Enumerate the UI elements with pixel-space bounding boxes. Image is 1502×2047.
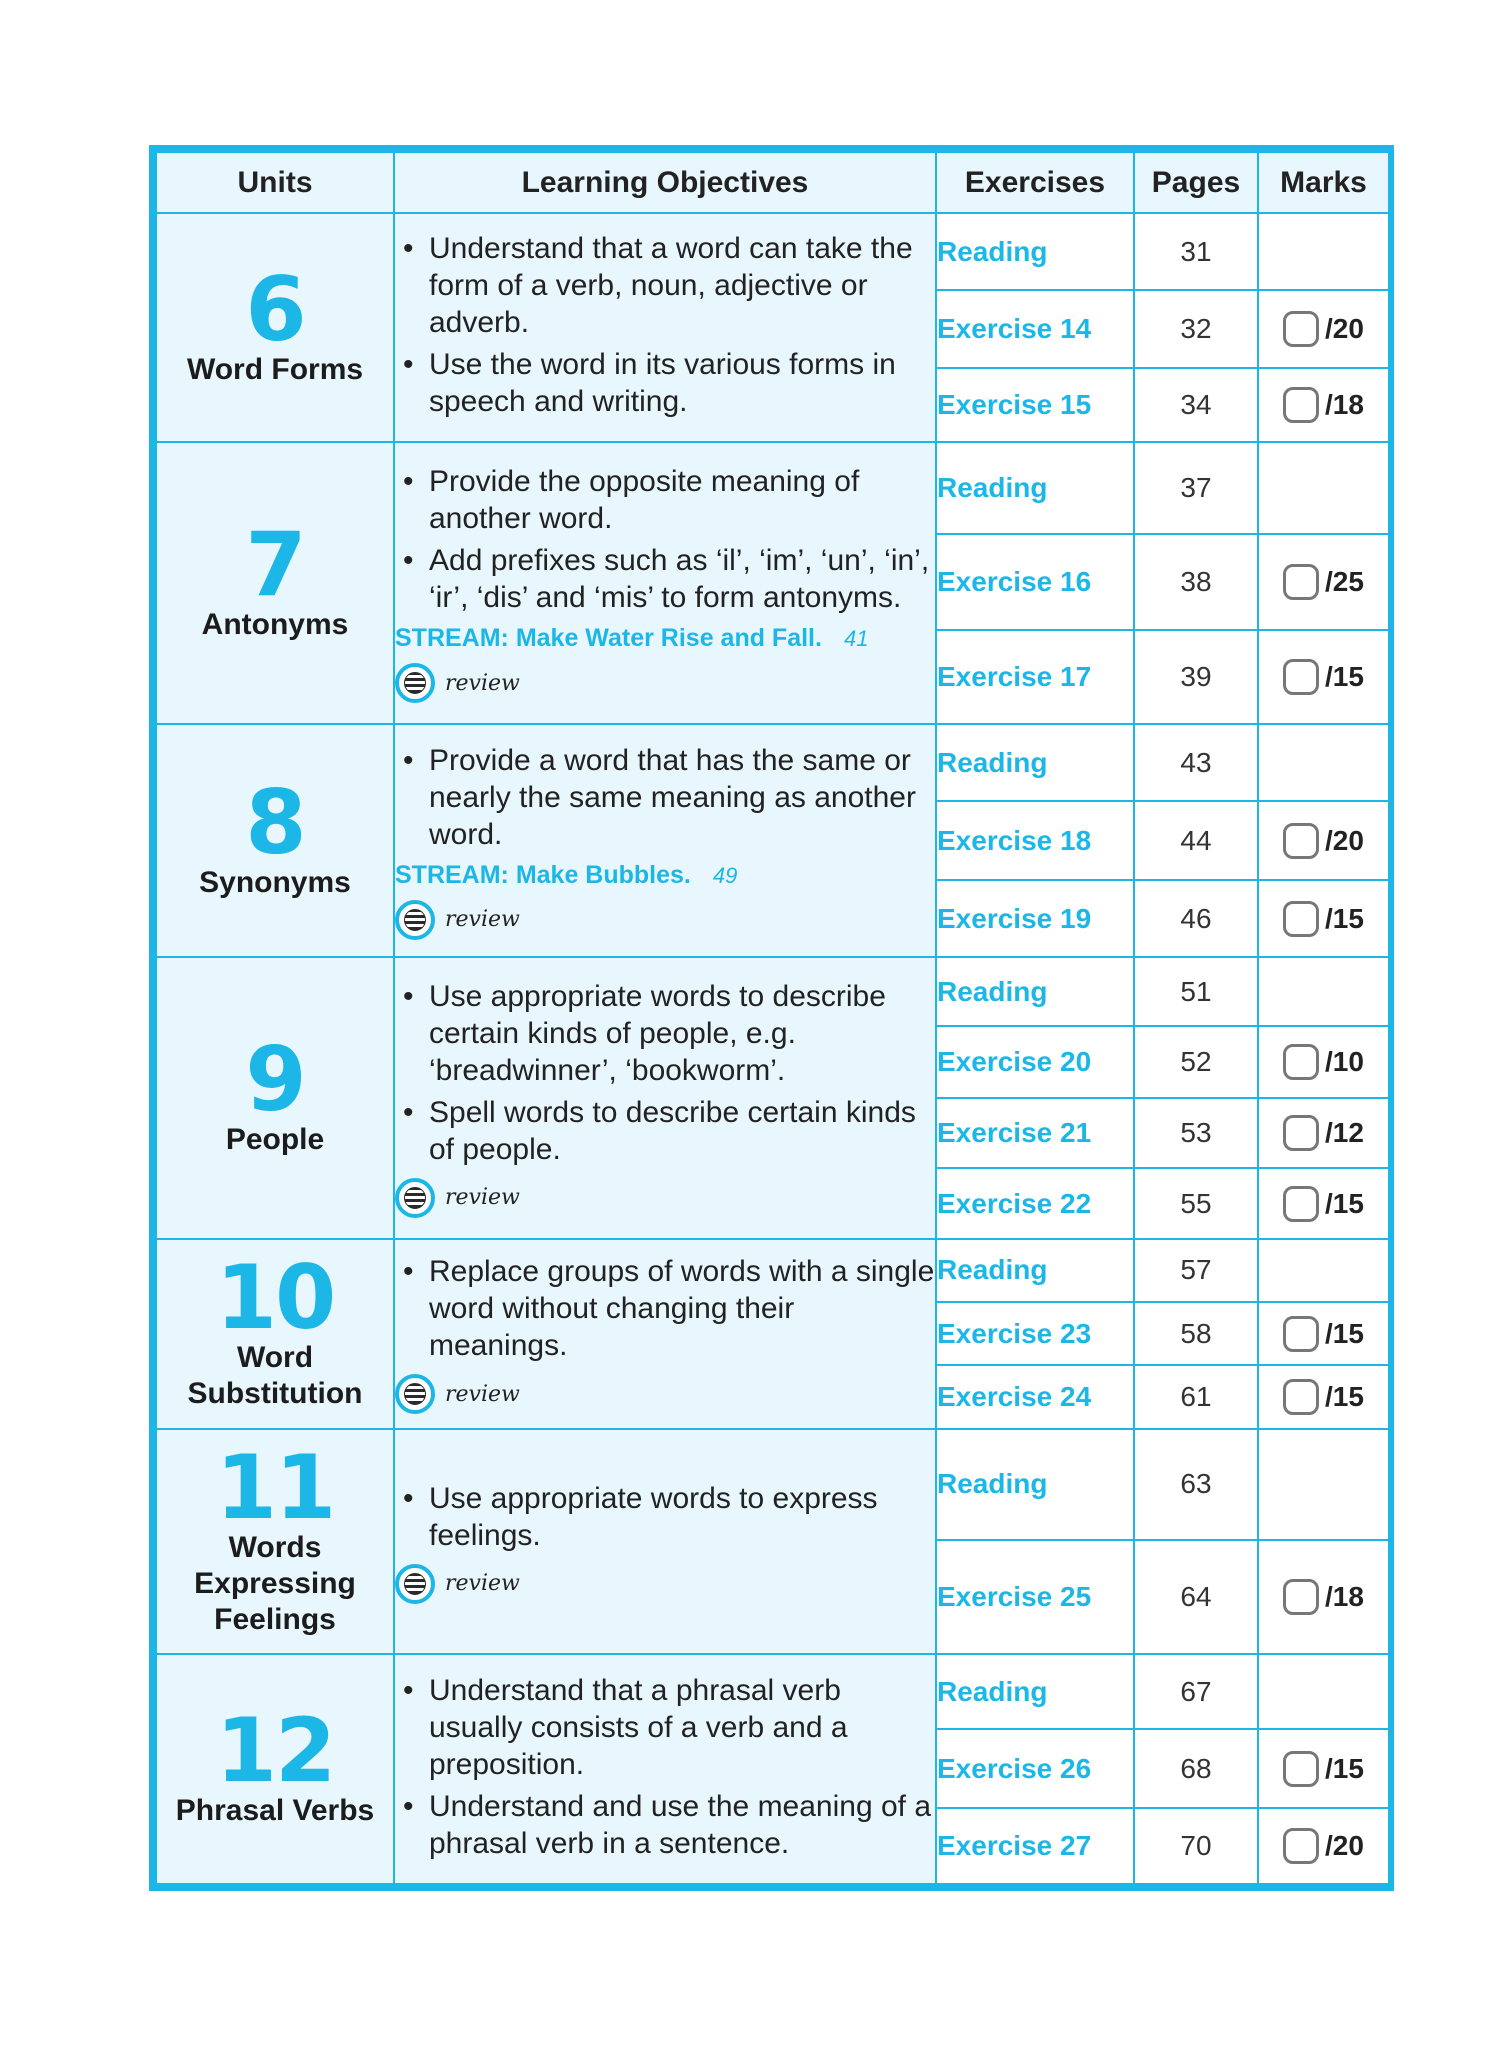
page-number: 63 (1134, 1429, 1258, 1540)
marks-total: /20 (1325, 313, 1364, 345)
unit-row (156, 442, 1389, 533)
unit-cell (156, 442, 394, 724)
objective-item: • Add prefixes such as ‘il’, ‘im’, ‘un’, ‘in’, ‘ir’, ‘dis’ and ‘mis’ to form antonyms. (395, 542, 935, 616)
marks-total: /25 (1325, 566, 1364, 597)
header-exercises: Exercises (936, 152, 1134, 213)
review-book-icon (395, 1178, 435, 1218)
marks-cell (1258, 801, 1389, 881)
review-link[interactable] (395, 1374, 935, 1414)
objectives-list (395, 742, 935, 853)
exercise-link[interactable]: Exercise 17 (936, 630, 1134, 724)
unit-number: 10 (215, 1245, 335, 1349)
contents-table-frame (149, 145, 1394, 1891)
unit-name[interactable]: Synonyms (199, 865, 351, 899)
marks-cell (1258, 534, 1389, 630)
review-link[interactable] (395, 900, 935, 940)
unit-cell (156, 957, 394, 1239)
unit-row (156, 957, 1389, 1026)
marks-cell (1258, 1808, 1389, 1884)
page-number: 51 (1134, 957, 1258, 1026)
marks-total: /20 (1325, 824, 1364, 856)
marks-total: /15 (1325, 1752, 1364, 1784)
marks-cell (1258, 213, 1389, 290)
marks-cell (1258, 1168, 1389, 1238)
objectives-list (395, 230, 935, 420)
marks-total: /18 (1325, 389, 1364, 421)
page-number: 32 (1134, 290, 1258, 367)
score-checkbox[interactable] (1283, 1044, 1319, 1080)
marks-cell (1258, 368, 1389, 442)
objectives-list (395, 1253, 935, 1364)
unit-name[interactable]: Word Forms (186, 352, 364, 386)
header-objectives: Learning Objectives (394, 152, 936, 213)
stream-activity-link[interactable] (395, 624, 935, 653)
stream-activity-link[interactable] (395, 861, 935, 890)
score-checkbox[interactable] (1283, 823, 1319, 859)
unit-row (156, 724, 1389, 801)
marks-total: /15 (1325, 1187, 1364, 1219)
page-number: 53 (1134, 1098, 1258, 1168)
exercise-link[interactable]: Reading (936, 213, 1134, 290)
exercise-link[interactable]: Exercise 25 (936, 1540, 1134, 1654)
header-units: Units (156, 152, 394, 213)
unit-name[interactable]: Word Substitution (187, 1340, 363, 1410)
unit-cell (156, 724, 394, 957)
marks-total: /12 (1325, 1117, 1364, 1149)
header-pages: Pages (1134, 152, 1258, 213)
review-label: review (445, 1571, 520, 1597)
marks-cell (1258, 630, 1389, 724)
marks-cell (1258, 1365, 1389, 1428)
score-checkbox[interactable] (1283, 1115, 1319, 1151)
unit-name[interactable]: Phrasal Verbs (175, 1794, 375, 1828)
objective-item: • Provide the opposite meaning of another word. (395, 463, 935, 537)
stream-activity-page: 41 (843, 626, 869, 652)
page-number: 31 (1134, 213, 1258, 290)
exercise-link[interactable]: Exercise 24 (936, 1365, 1134, 1428)
marks-cell (1258, 1654, 1389, 1729)
score-checkbox[interactable] (1283, 1316, 1319, 1352)
objectives-cell (394, 1429, 936, 1655)
page-number: 43 (1134, 724, 1258, 801)
marks-cell (1258, 290, 1389, 367)
exercise-link[interactable]: Exercise 14 (936, 290, 1134, 367)
review-label: review (445, 1185, 520, 1211)
exercise-link[interactable]: Exercise 16 (936, 534, 1134, 630)
objectives-cell (394, 213, 936, 442)
review-book-icon (395, 1374, 435, 1414)
stream-activity-page: 49 (712, 862, 738, 888)
marks-total: /15 (1325, 1380, 1364, 1412)
marks-total: /15 (1325, 902, 1364, 934)
exercise-link[interactable]: Exercise 15 (936, 368, 1134, 442)
review-book-icon (395, 1564, 435, 1604)
score-checkbox[interactable] (1283, 1828, 1319, 1864)
page-number: 57 (1134, 1239, 1258, 1302)
exercise-link[interactable]: Exercise 18 (936, 801, 1134, 881)
score-checkbox[interactable] (1283, 564, 1319, 600)
marks-cell (1258, 442, 1389, 533)
exercise-link[interactable]: Exercise 21 (936, 1098, 1134, 1168)
page-number: 46 (1134, 880, 1258, 957)
objective-item: • Use appropriate words to describe certain kinds of people, e.g. ‘breadwinner’, ‘bookworm’. (395, 978, 935, 1089)
exercise-link[interactable]: Reading (936, 1429, 1134, 1540)
unit-name[interactable]: Words Expressing Feelings (194, 1530, 356, 1636)
review-book-icon (395, 900, 435, 940)
marks-cell (1258, 1540, 1389, 1654)
page-number: 52 (1134, 1026, 1258, 1098)
unit-name[interactable]: People (225, 1122, 325, 1156)
stream-activity-title: STREAM: Make Water Rise and Fall. (395, 624, 822, 653)
objectives-list (395, 1672, 935, 1862)
contents-table (155, 151, 1390, 1885)
exercise-link[interactable]: Reading (936, 1239, 1134, 1302)
exercise-link[interactable]: Exercise 19 (936, 880, 1134, 957)
marks-cell (1258, 1302, 1389, 1365)
exercise-link[interactable]: Exercise 26 (936, 1729, 1134, 1808)
score-checkbox[interactable] (1283, 1186, 1319, 1222)
marks-cell (1258, 1239, 1389, 1302)
review-book-icon (395, 663, 435, 703)
page-number: 38 (1134, 534, 1258, 630)
marks-total: /15 (1325, 661, 1364, 693)
page-number: 55 (1134, 1168, 1258, 1238)
page-number: 70 (1134, 1808, 1258, 1884)
objectives-list (395, 463, 935, 616)
page-number: 68 (1134, 1729, 1258, 1808)
page-number: 67 (1134, 1654, 1258, 1729)
exercise-link[interactable]: Reading (936, 442, 1134, 533)
review-label: review (445, 670, 520, 696)
unit-number: 12 (215, 1699, 335, 1803)
page-number: 44 (1134, 801, 1258, 881)
review-link[interactable] (395, 1178, 935, 1218)
score-checkbox[interactable] (1283, 1579, 1319, 1615)
objective-item: • Spell words to describe certain kinds of people. (395, 1094, 935, 1168)
unit-cell (156, 213, 394, 442)
marks-cell (1258, 1429, 1389, 1540)
unit-number: 9 (245, 1027, 305, 1131)
objectives-cell (394, 442, 936, 724)
marks-cell (1258, 1026, 1389, 1098)
objectives-cell (394, 957, 936, 1239)
score-checkbox[interactable] (1283, 1751, 1319, 1787)
header-marks: Marks (1258, 152, 1389, 213)
exercise-link[interactable]: Exercise 22 (936, 1168, 1134, 1238)
page-number: 64 (1134, 1540, 1258, 1654)
unit-number: 11 (215, 1435, 335, 1539)
page-number: 61 (1134, 1365, 1258, 1428)
page-number: 37 (1134, 442, 1258, 533)
objective-item: • Understand that a phrasal verb usually consists of a verb and a preposition. (395, 1672, 935, 1783)
objective-item: • Use appropriate words to express feelings. (395, 1480, 935, 1554)
exercise-link[interactable]: Reading (936, 957, 1134, 1026)
objective-item: • Replace groups of words with a single word without changing their meanings. (395, 1253, 935, 1364)
unit-number: 7 (245, 513, 305, 617)
exercise-link[interactable]: Exercise 20 (936, 1026, 1134, 1098)
marks-cell (1258, 1729, 1389, 1808)
objectives-list (395, 978, 935, 1168)
marks-total: /10 (1325, 1046, 1364, 1078)
marks-cell (1258, 880, 1389, 957)
exercise-link[interactable]: Reading (936, 724, 1134, 801)
unit-row (156, 1239, 1389, 1302)
unit-number: 8 (245, 770, 305, 874)
score-checkbox[interactable] (1283, 387, 1319, 423)
objectives-list (395, 1480, 935, 1554)
unit-cell (156, 1654, 394, 1884)
unit-row (156, 1429, 1389, 1540)
score-checkbox[interactable] (1283, 311, 1319, 347)
exercise-link[interactable]: Reading (936, 1654, 1134, 1729)
unit-row (156, 1654, 1389, 1729)
objective-item: • Provide a word that has the same or nearly the same meaning as another word. (395, 742, 935, 853)
header-row (156, 152, 1389, 213)
review-link[interactable] (395, 663, 935, 703)
marks-total: /20 (1325, 1829, 1364, 1861)
exercise-link[interactable]: Exercise 23 (936, 1302, 1134, 1365)
objective-item: • Understand that a word can take the form of a verb, noun, adjective or adverb. (395, 230, 935, 341)
score-checkbox[interactable] (1283, 901, 1319, 937)
review-label: review (445, 1381, 520, 1407)
marks-cell (1258, 1098, 1389, 1168)
marks-cell (1258, 957, 1389, 1026)
unit-cell (156, 1429, 394, 1655)
page-number: 39 (1134, 630, 1258, 724)
objectives-cell (394, 1654, 936, 1884)
exercise-link[interactable]: Exercise 27 (936, 1808, 1134, 1884)
review-link[interactable] (395, 1564, 935, 1604)
review-label: review (445, 907, 520, 933)
objective-item: • Understand and use the meaning of a phrasal verb in a sentence. (395, 1788, 935, 1862)
objective-item: • Use the word in its various forms in speech and writing. (395, 346, 935, 420)
page-number: 34 (1134, 368, 1258, 442)
objectives-cell (394, 1239, 936, 1429)
unit-name[interactable]: Antonyms (201, 608, 349, 642)
marks-total: /15 (1325, 1317, 1364, 1349)
unit-cell (156, 1239, 394, 1429)
objectives-cell (394, 724, 936, 957)
page-number: 58 (1134, 1302, 1258, 1365)
score-checkbox[interactable] (1283, 1379, 1319, 1415)
unit-row (156, 213, 1389, 290)
stream-activity-title: STREAM: Make Bubbles. (395, 860, 691, 889)
score-checkbox[interactable] (1283, 659, 1319, 695)
marks-total: /18 (1325, 1581, 1364, 1613)
unit-number: 6 (245, 257, 305, 361)
marks-cell (1258, 724, 1389, 801)
